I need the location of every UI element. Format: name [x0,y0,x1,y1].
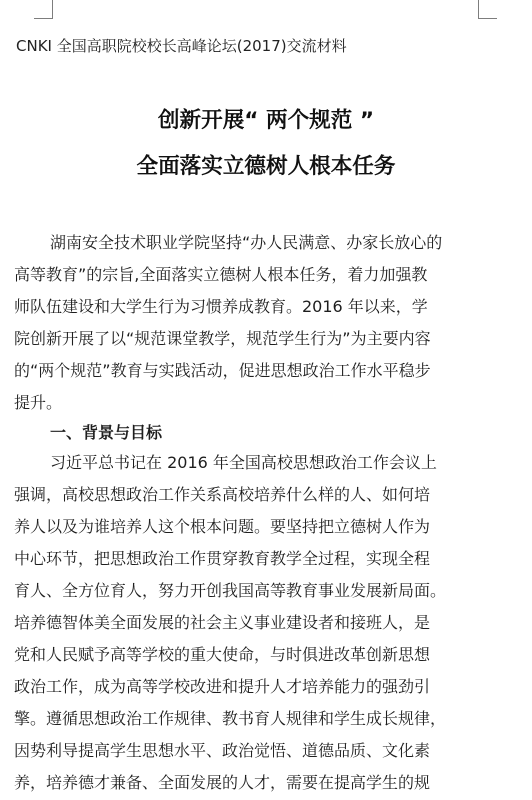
paragraph-2-line-8: 政治工作，成为高等学校改进和提升人才培养能力的强劲引 [14,677,431,696]
paragraph-2-line-9: 擎。遵循思想政治工作规律、教书育人规律和学生成长规律， [14,709,447,728]
paragraph-1-line-1: 湖南安全技术职业学院坚持“办人民满意、办家长放心的 [50,233,443,252]
title-line-2: 全面落实立德树人根本任务 [136,154,396,179]
paragraph-2-line-5: 育人、全方位育人，努力开创我国高等教育事业发展新局面。 [14,581,447,600]
paragraph-2-line-11: 养，培养德才兼备、全面发展的人才，需要在提高学生的规 [14,773,431,792]
paragraph-2-line-10: 因势利导提高学生思想水平、政治觉悟、道德品质、文化素 [14,741,431,760]
paragraph-1-line-2: 高等教育”的宗旨,全面落实立德树人根本任务，着力加强教 [14,265,428,284]
paragraph-2-line-6: 培养德智体美全面发展的社会主义事业建设者和接班人，是 [14,613,431,632]
title-line-1: 创新开展“ 两个规范 ” [157,108,374,133]
paragraph-1-line-6: 提升。 [14,393,63,412]
paragraph-2-line-1: 习近平总书记在 2016 年全国高校思想政治工作会议上 [50,453,437,472]
paragraph-2-line-7: 党和人民赋予高等学校的重大使命，与时俱进改革创新思想 [14,645,431,664]
section-heading-background-goals: 一、背景与目标 [50,423,163,442]
paragraph-2-line-2: 强调，高校思想政治工作关系高校培养什么样的人、如何培 [14,485,431,504]
paragraph-1-line-4: 院创新开展了以“规范课堂教学，规范学生行为”为主要内容 [14,329,431,348]
paragraph-2-line-4: 中心环节，把思想政治工作贯穿教育教学全过程，实现全程 [14,549,431,568]
paragraph-2-line-3: 养人以及为谁培养人这个根本问题。要坚持把立德树人作为 [14,517,431,536]
crop-mark-top-left [34,0,53,19]
paragraph-1-line-5: 的“两个规范”教育与实践活动，促进思想政治工作水平稳步 [14,361,431,380]
crop-mark-top-right [478,0,497,19]
running-header: CNKI 全国高职院校校长高峰论坛(2017)交流材料 [16,37,347,55]
paragraph-1-line-3: 师队伍建设和大学生行为习惯养成教育。2016 年以来，学 [14,297,428,316]
